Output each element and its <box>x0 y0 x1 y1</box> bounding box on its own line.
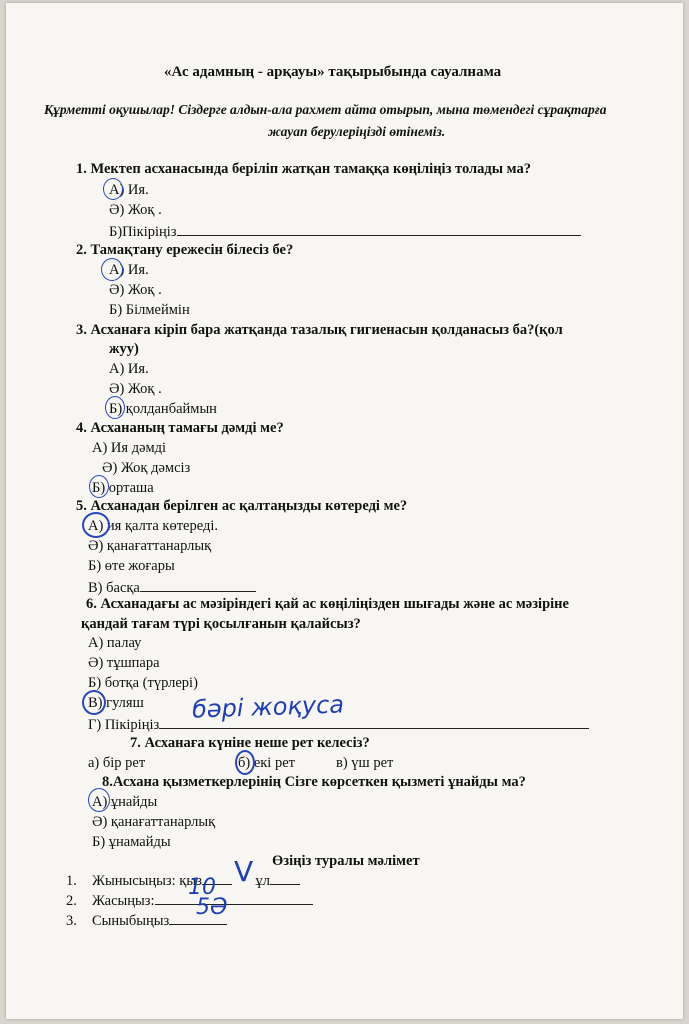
q1-answer-circle <box>103 178 123 200</box>
intro-line-2: жауап берулеріңізді өтінеміз. <box>268 124 446 139</box>
q6-answer-circle <box>82 690 106 715</box>
age-handwritten: 10 <box>188 875 216 900</box>
q2-option-c: Б) Білмеймін <box>109 302 190 318</box>
gender-number: 1. <box>66 873 77 889</box>
q5-option-c: Б) өте жоғары <box>88 558 175 574</box>
q6-option-c: Б) ботқа (түрлері) <box>88 675 198 691</box>
intro-line-1: Құрметті оқушылар! Сіздерге алдын-ала рахмет айта отырып, мына төмендегі сұрақтарға <box>44 102 607 117</box>
age-label: Жасыңыз: <box>92 893 155 909</box>
q5-option-a: А) ия қалта көтереді. <box>88 518 218 534</box>
about-heading: Өзіңіз туралы мәлімет <box>272 853 420 869</box>
q2-option-b: Ә) Жоқ . <box>109 282 162 298</box>
question-5: 5. Асханадан берілген ас қалтаңызды көтереді ме? <box>76 498 408 514</box>
gender-checkmark: V <box>234 855 254 888</box>
question-3-line-2: жуу) <box>109 341 139 357</box>
q4-option-b: Ә) Жоқ дәмсіз <box>102 460 191 476</box>
q6-option-e: Г) Пікіріңіз <box>88 714 589 734</box>
q3-option-a: А) Ия. <box>109 361 149 377</box>
q3-option-c: Б) қолданбаймын <box>109 401 217 417</box>
q6-option-d: В) гуляш <box>88 695 144 711</box>
q8-option-a: А) ұнайды <box>92 794 158 810</box>
q6-option-a: А) палау <box>88 635 142 651</box>
class-number: 3. <box>66 913 77 929</box>
page-title: «Ас адамның - арқауы» тақырыбында сауалнама <box>164 64 502 80</box>
q7-option-a: а) бір рет <box>88 755 146 771</box>
survey-sheet <box>6 3 683 1019</box>
q4-answer-circle <box>89 475 109 498</box>
q6-option-b: Ә) тұшпара <box>88 655 160 671</box>
class-label: Сыныбыңыз <box>92 913 170 929</box>
question-1: 1. Мектеп асханасында беріліп жатқан тамаққа көңіліңіз толады ма? <box>76 161 531 177</box>
q1-option-b: Ә) Жоқ . <box>109 202 162 218</box>
gender-male-label: ұл <box>255 873 270 889</box>
q7-answer-circle <box>235 750 255 775</box>
q1-option-a: А) Ия. <box>109 182 149 198</box>
q5-option-b: Ә) қанағаттанарлық <box>88 538 212 554</box>
q8-option-c: Б) ұнамайды <box>92 834 171 850</box>
q2-answer-circle <box>101 258 123 281</box>
q3-option-b: Ә) Жоқ . <box>109 381 162 397</box>
gender-label: Жынысыңыз: қыз <box>92 873 202 889</box>
q8-option-b: Ә) қанағаттанарлық <box>92 814 216 830</box>
question-2: 2. Тамақтану ережесін білесіз бе? <box>76 242 294 258</box>
question-3-line-1: 3. Асханаға кіріп бара жатқанда тазалық гигиенасын қолданасыз ба?(қол <box>76 322 563 338</box>
q2-option-a: А) Ия. <box>109 262 149 278</box>
q4-option-a: А) Ия дәмді <box>92 440 167 456</box>
q7-option-c: в) үш рет <box>336 755 394 771</box>
q7-option-b: б) екі рет <box>238 755 295 771</box>
about-gender-row <box>66 870 300 890</box>
question-6-line-2: қандай тағам түрі қосылғанын қалайсыз? <box>81 616 361 632</box>
question-8: 8.Асхана қызметкерлерінің Сізге көрсеткен қызметі ұнайды ма? <box>102 774 526 790</box>
class-handwritten: 5Ә <box>196 895 228 920</box>
q4-option-c: Б) орташа <box>92 480 154 496</box>
question-6-line-1: 6. Асханадағы ас мәзіріндегі қай ас көңіліңізден шығады және ас мәзіріне <box>86 596 569 612</box>
question-7: 7. Асханаға күніне неше рет келесіз? <box>130 735 370 751</box>
q8-answer-circle <box>88 788 110 812</box>
q6-handwritten-comment: бәрі жоқуса <box>191 690 345 724</box>
q1-option-c: Б)Пікіріңіз <box>109 221 581 241</box>
question-4: 4. Асхананың тамағы дәмді ме? <box>76 420 284 436</box>
q5-answer-circle <box>82 512 110 538</box>
q5-option-d: В) басқа <box>88 577 256 597</box>
q3-answer-circle <box>105 396 125 419</box>
age-number: 2. <box>66 893 77 909</box>
